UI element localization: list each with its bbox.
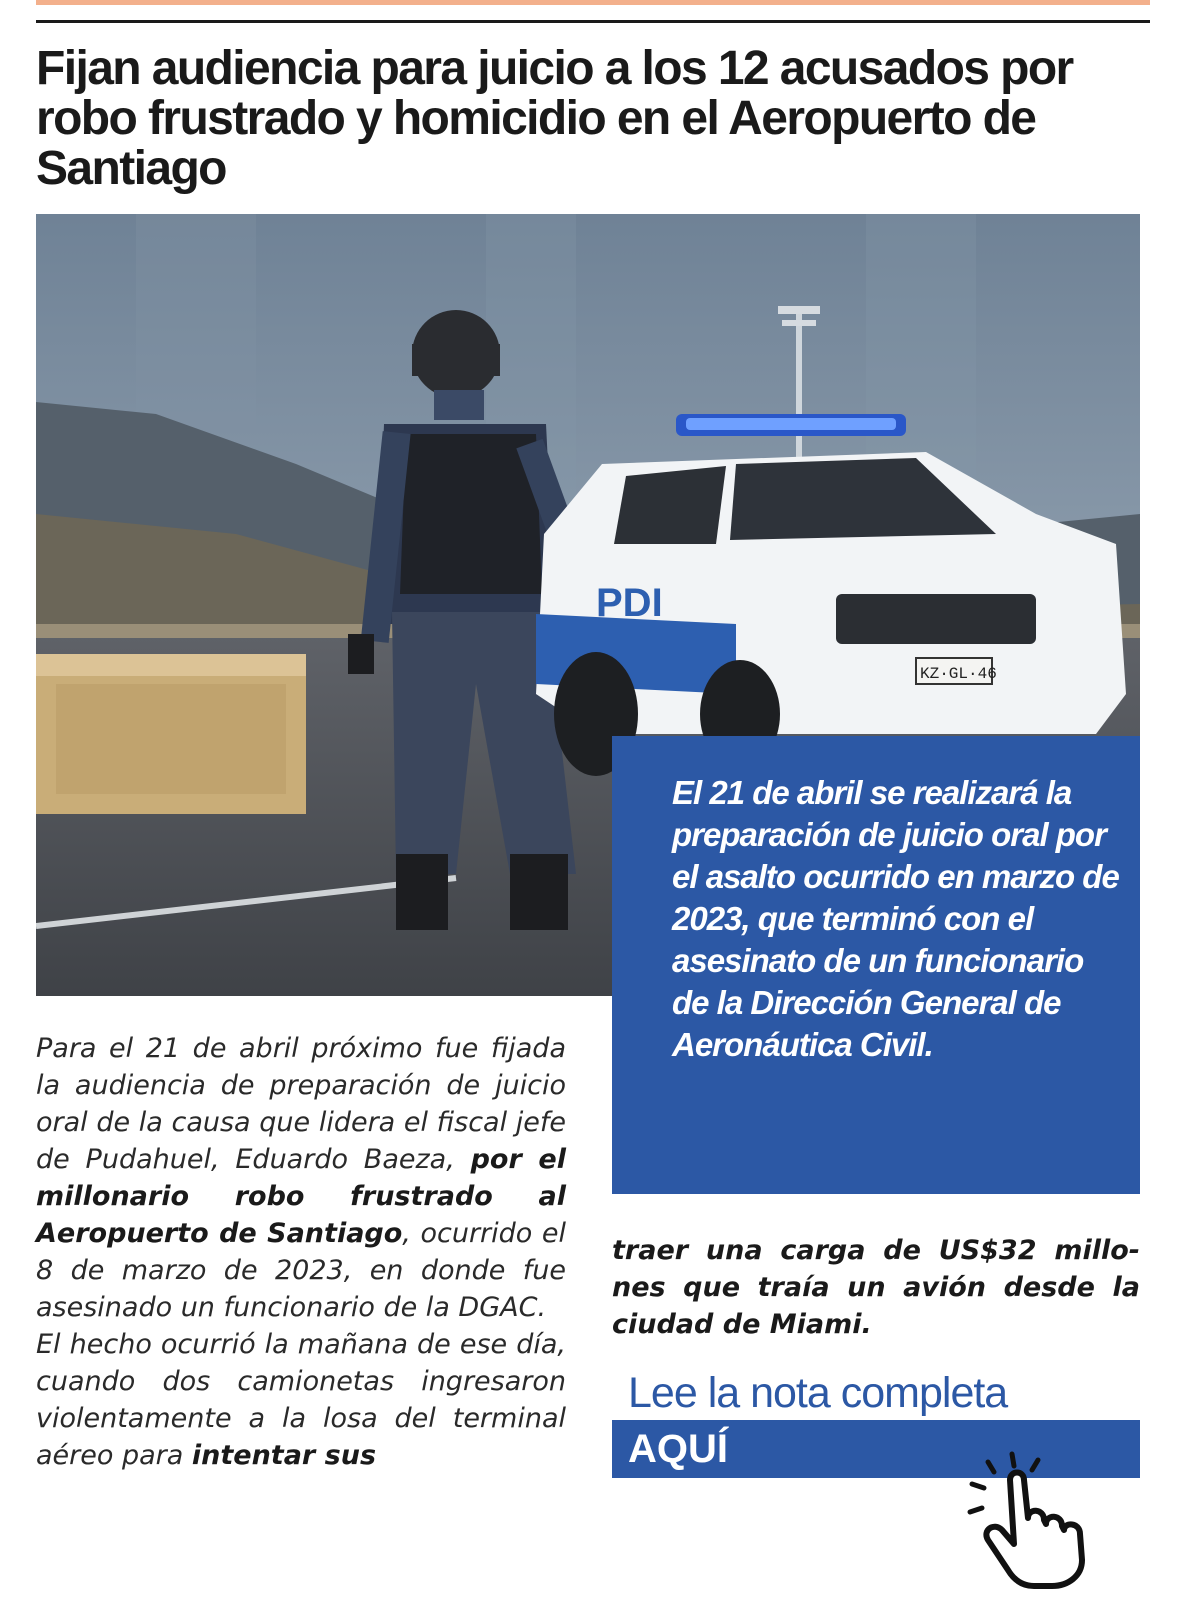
top-accent-stripe bbox=[36, 0, 1150, 5]
article-body-column-1 bbox=[36, 1030, 566, 1474]
license-plate: KZ·GL·46 bbox=[920, 665, 997, 683]
article-headline: Fijan audiencia para juicio a los 12 acusados por robo frustrado y homicidio en el Aeropuerto de Santiago bbox=[36, 42, 1073, 195]
body-bold-text: intentar sus bbox=[191, 1440, 377, 1471]
top-divider bbox=[36, 20, 1150, 23]
body-text: , ocurrido el 8 de marzo de 2023, en donde fue asesinado un funcionario de la DGAC. bbox=[36, 1218, 566, 1323]
body-text: Para el 21 de abril próximo fue fijada la audiencia de preparación de juicio oral de la causa que lidera el fiscal jefe de Pudahuel, Eduardo Baeza, bbox=[36, 1033, 566, 1175]
body-text: El hecho ocurrió la mañana de ese día, cuando dos camionetas ingresaron violentamente a la losa del terminal aéreo para bbox=[36, 1329, 566, 1471]
pull-quote-box bbox=[612, 736, 1140, 1194]
article-body-column-2: traer una carga de US$32 millones que traía un avión desde la ciudad de Miami. bbox=[612, 1235, 1140, 1340]
read-more-lead[interactable]: Lee la nota completa bbox=[628, 1369, 1008, 1417]
vehicle-marking: PDI bbox=[596, 581, 663, 625]
pull-quote-text: El 21 de abril se realizará la preparación de juicio oral por el asalto ocurrido en marzo de 2023, que terminó con el asesinato de un funcionario de la Dirección General de Aeronáutica Civil. bbox=[672, 774, 1119, 1063]
pointing-hand-icon[interactable] bbox=[958, 1440, 1138, 1590]
body-bold-text: por el millonario robo frustrado al Aeropuerto de Santiago bbox=[36, 1144, 566, 1249]
read-more-button-label[interactable]: AQUÍ bbox=[628, 1427, 728, 1471]
